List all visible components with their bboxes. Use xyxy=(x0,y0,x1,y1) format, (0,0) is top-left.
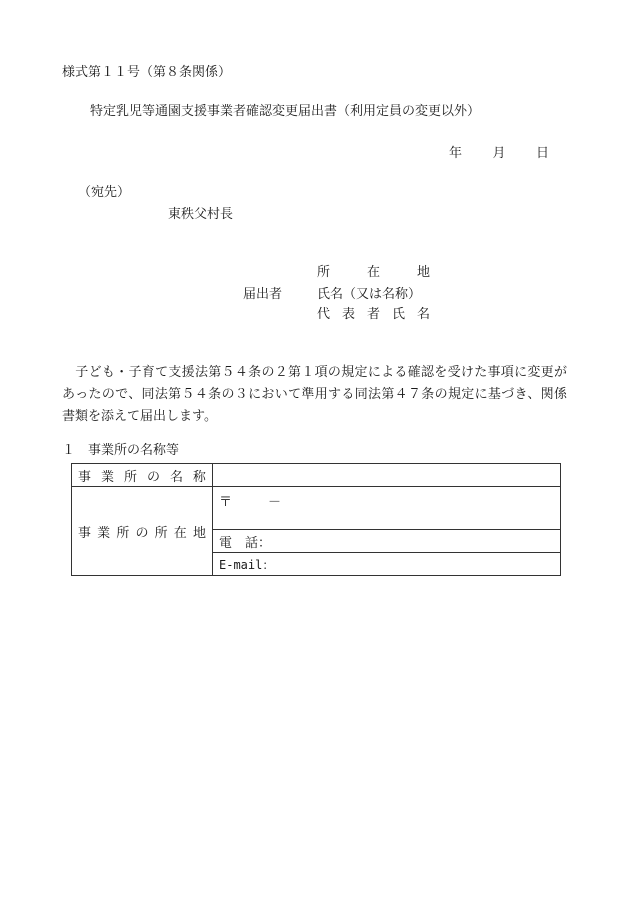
label-char: 称 xyxy=(192,469,206,485)
document-title: 特定乳児等通園支援事業者確認変更届出書（利用定員の変更以外） xyxy=(90,104,481,119)
body-text xyxy=(62,362,567,428)
office-name-field[interactable] xyxy=(213,464,561,487)
table-row xyxy=(72,464,561,487)
rep-char: 代 xyxy=(317,307,331,322)
address-char: 地 xyxy=(416,265,430,280)
section-heading: １ 事業所の名称等 xyxy=(62,443,180,458)
address-char: 在 xyxy=(366,265,380,280)
date-day: 日 xyxy=(535,146,549,161)
date-line xyxy=(449,147,549,160)
applicant-name-label: 氏名（又は名称） xyxy=(317,287,422,302)
label-char: 所 xyxy=(154,525,168,541)
phone-label: 電 話： xyxy=(219,535,272,551)
label-char: 在 xyxy=(173,525,187,541)
label-char: 所 xyxy=(123,469,137,485)
label-char: 業 xyxy=(97,525,111,541)
office-info-table xyxy=(71,463,561,576)
applicant-representative-label xyxy=(317,308,430,321)
body-text-content: 子ども・子育て支援法第５４条の２第１項の規定による確認を受けた事項に変更があったので、同法第５４条の３において準用する同法第４７条の規定に基づき、関係書類を添えて届出します。 xyxy=(62,365,567,424)
email-label: E-mail： xyxy=(219,557,275,572)
office-address-field[interactable] xyxy=(213,487,561,530)
label-char: 事 xyxy=(78,469,92,485)
date-month: 月 xyxy=(492,146,506,161)
postal-mark: 〒 xyxy=(219,495,233,510)
office-email-field[interactable] xyxy=(213,553,561,576)
label-char: 所 xyxy=(116,525,130,541)
rep-char: 表 xyxy=(341,307,355,322)
office-name-label xyxy=(72,464,213,487)
address-char: 所 xyxy=(317,265,331,280)
applicant-label: 届出者 xyxy=(243,287,283,302)
label-char: の xyxy=(135,525,149,541)
rep-char: 名 xyxy=(416,307,430,322)
label-char: 業 xyxy=(100,469,114,485)
date-year: 年 xyxy=(449,146,463,161)
table-row xyxy=(72,487,561,530)
label-char: 地 xyxy=(192,525,206,541)
rep-char: 氏 xyxy=(391,307,405,322)
label-char: 事 xyxy=(78,525,92,541)
office-location-label xyxy=(72,487,213,576)
postal-dash: － xyxy=(268,495,282,510)
office-phone-field[interactable] xyxy=(213,530,561,553)
addressee-name: 東秩父村長 xyxy=(168,207,234,222)
rep-char: 者 xyxy=(366,307,380,322)
applicant-address-label xyxy=(317,266,430,279)
label-char: の xyxy=(146,469,160,485)
label-char: 名 xyxy=(169,469,183,485)
addressee-label: （宛先） xyxy=(78,185,131,200)
form-number: 様式第１１号（第８条関係） xyxy=(62,65,232,80)
